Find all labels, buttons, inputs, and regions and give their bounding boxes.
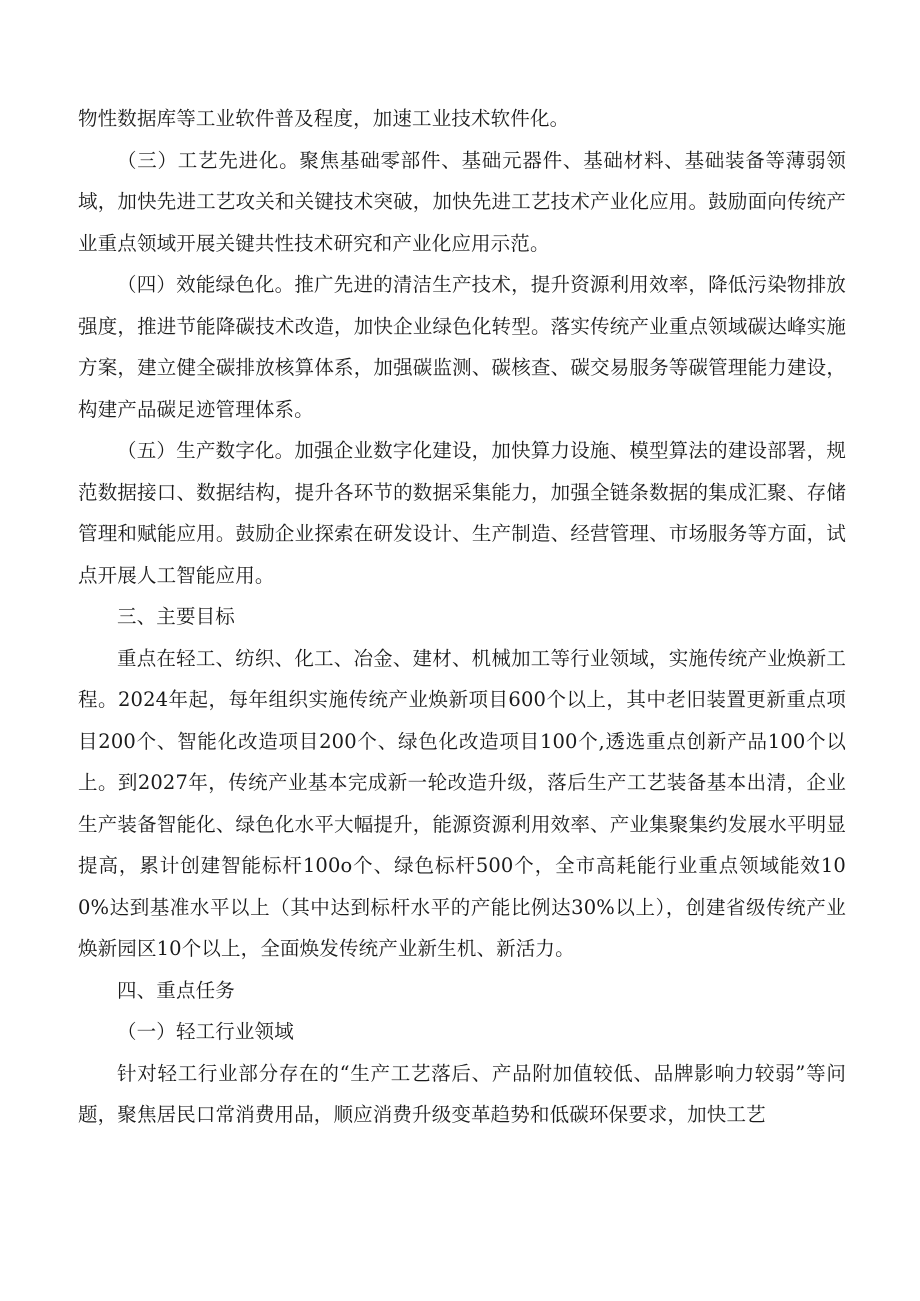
paragraph-green-efficiency: （四）效能绿色化。推广先进的清洁生产技术，提升资源利用效率，降低污染物排放强度，推进节能降碳技术改造，加快企业绿色化转型。落实传统产业重点领域碳达峰实施方案，建立健全碳排放核算体系，加强碳监测、碳核查、碳交易服务等碳管理能力建设，构建产品碳足迹管理体系。 xyxy=(78,273,846,421)
paragraph-production-digitalization: （五）生产数字化。加强企业数字化建设，加快算力设施、模型算法的建设部署，规范数据接口、数据结构，提升各环节的数据采集能力，加强全链条数据的集成汇聚、存储管理和赋能应用。鼓励企业探索在研发设计、生产制造、经营管理、市场服务等方面，试点开展人工智能应用。 xyxy=(78,439,846,587)
paragraph-process-advancement: （三）工艺先进化。聚焦基础零部件、基础元器件、基础材料、基础装备等薄弱领域，加快先进工艺攻关和关键技术突破，加快先进工艺技术产业化应用。鼓励面向传统产业重点领域开展关键共性技术研究和产业化应用示范。 xyxy=(78,148,846,255)
section-heading-main-goals: 三、主要目标 xyxy=(117,605,235,628)
subsection-heading-light-industry: （一）轻工行业领域 xyxy=(117,1020,294,1043)
paragraph-main-goals: 重点在轻工、纺织、化工、冶金、建材、机械加工等行业领域，实施传统产业焕新工程。2024年起，每年组织实施传统产业焕新项目600个以上，其中老旧装置更新重点项目200个、智能化改造项目200个、绿色化改造项目100个,透选重点创新产品100个以上。到2027年，传统产业基本完成新一轮改造升级，落后生产工艺装备基本出清，企业生产装备智能化、绿色化水平大幅提升，能源资源利用效率、产业集聚集约发展水平明显提高，累计创建智能标杆100o个、绿色标杆500个，全市高耗能行业重点领域能效100%达到基准水平以上（其中达到标杆水平的产能比例达30%以上），创建省级传统产业焕新园区10个以上，全面焕发传统产业新生机、新活力。 xyxy=(78,646,846,960)
paragraph-continuation: 物性数据库等工业软件普及程度，加速工业技术软件化。 xyxy=(78,107,570,130)
paragraph-light-industry: 针对轻工行业部分存在的“生产工艺落后、产品附加值较低、品牌影响力较弱”等问题，聚焦居民口常消费用品，顺应消费升级变革趋势和低碳环保要求，加快工艺 xyxy=(78,1061,846,1126)
section-heading-key-tasks: 四、重点任务 xyxy=(117,978,235,1002)
document-body xyxy=(78,98,846,1136)
